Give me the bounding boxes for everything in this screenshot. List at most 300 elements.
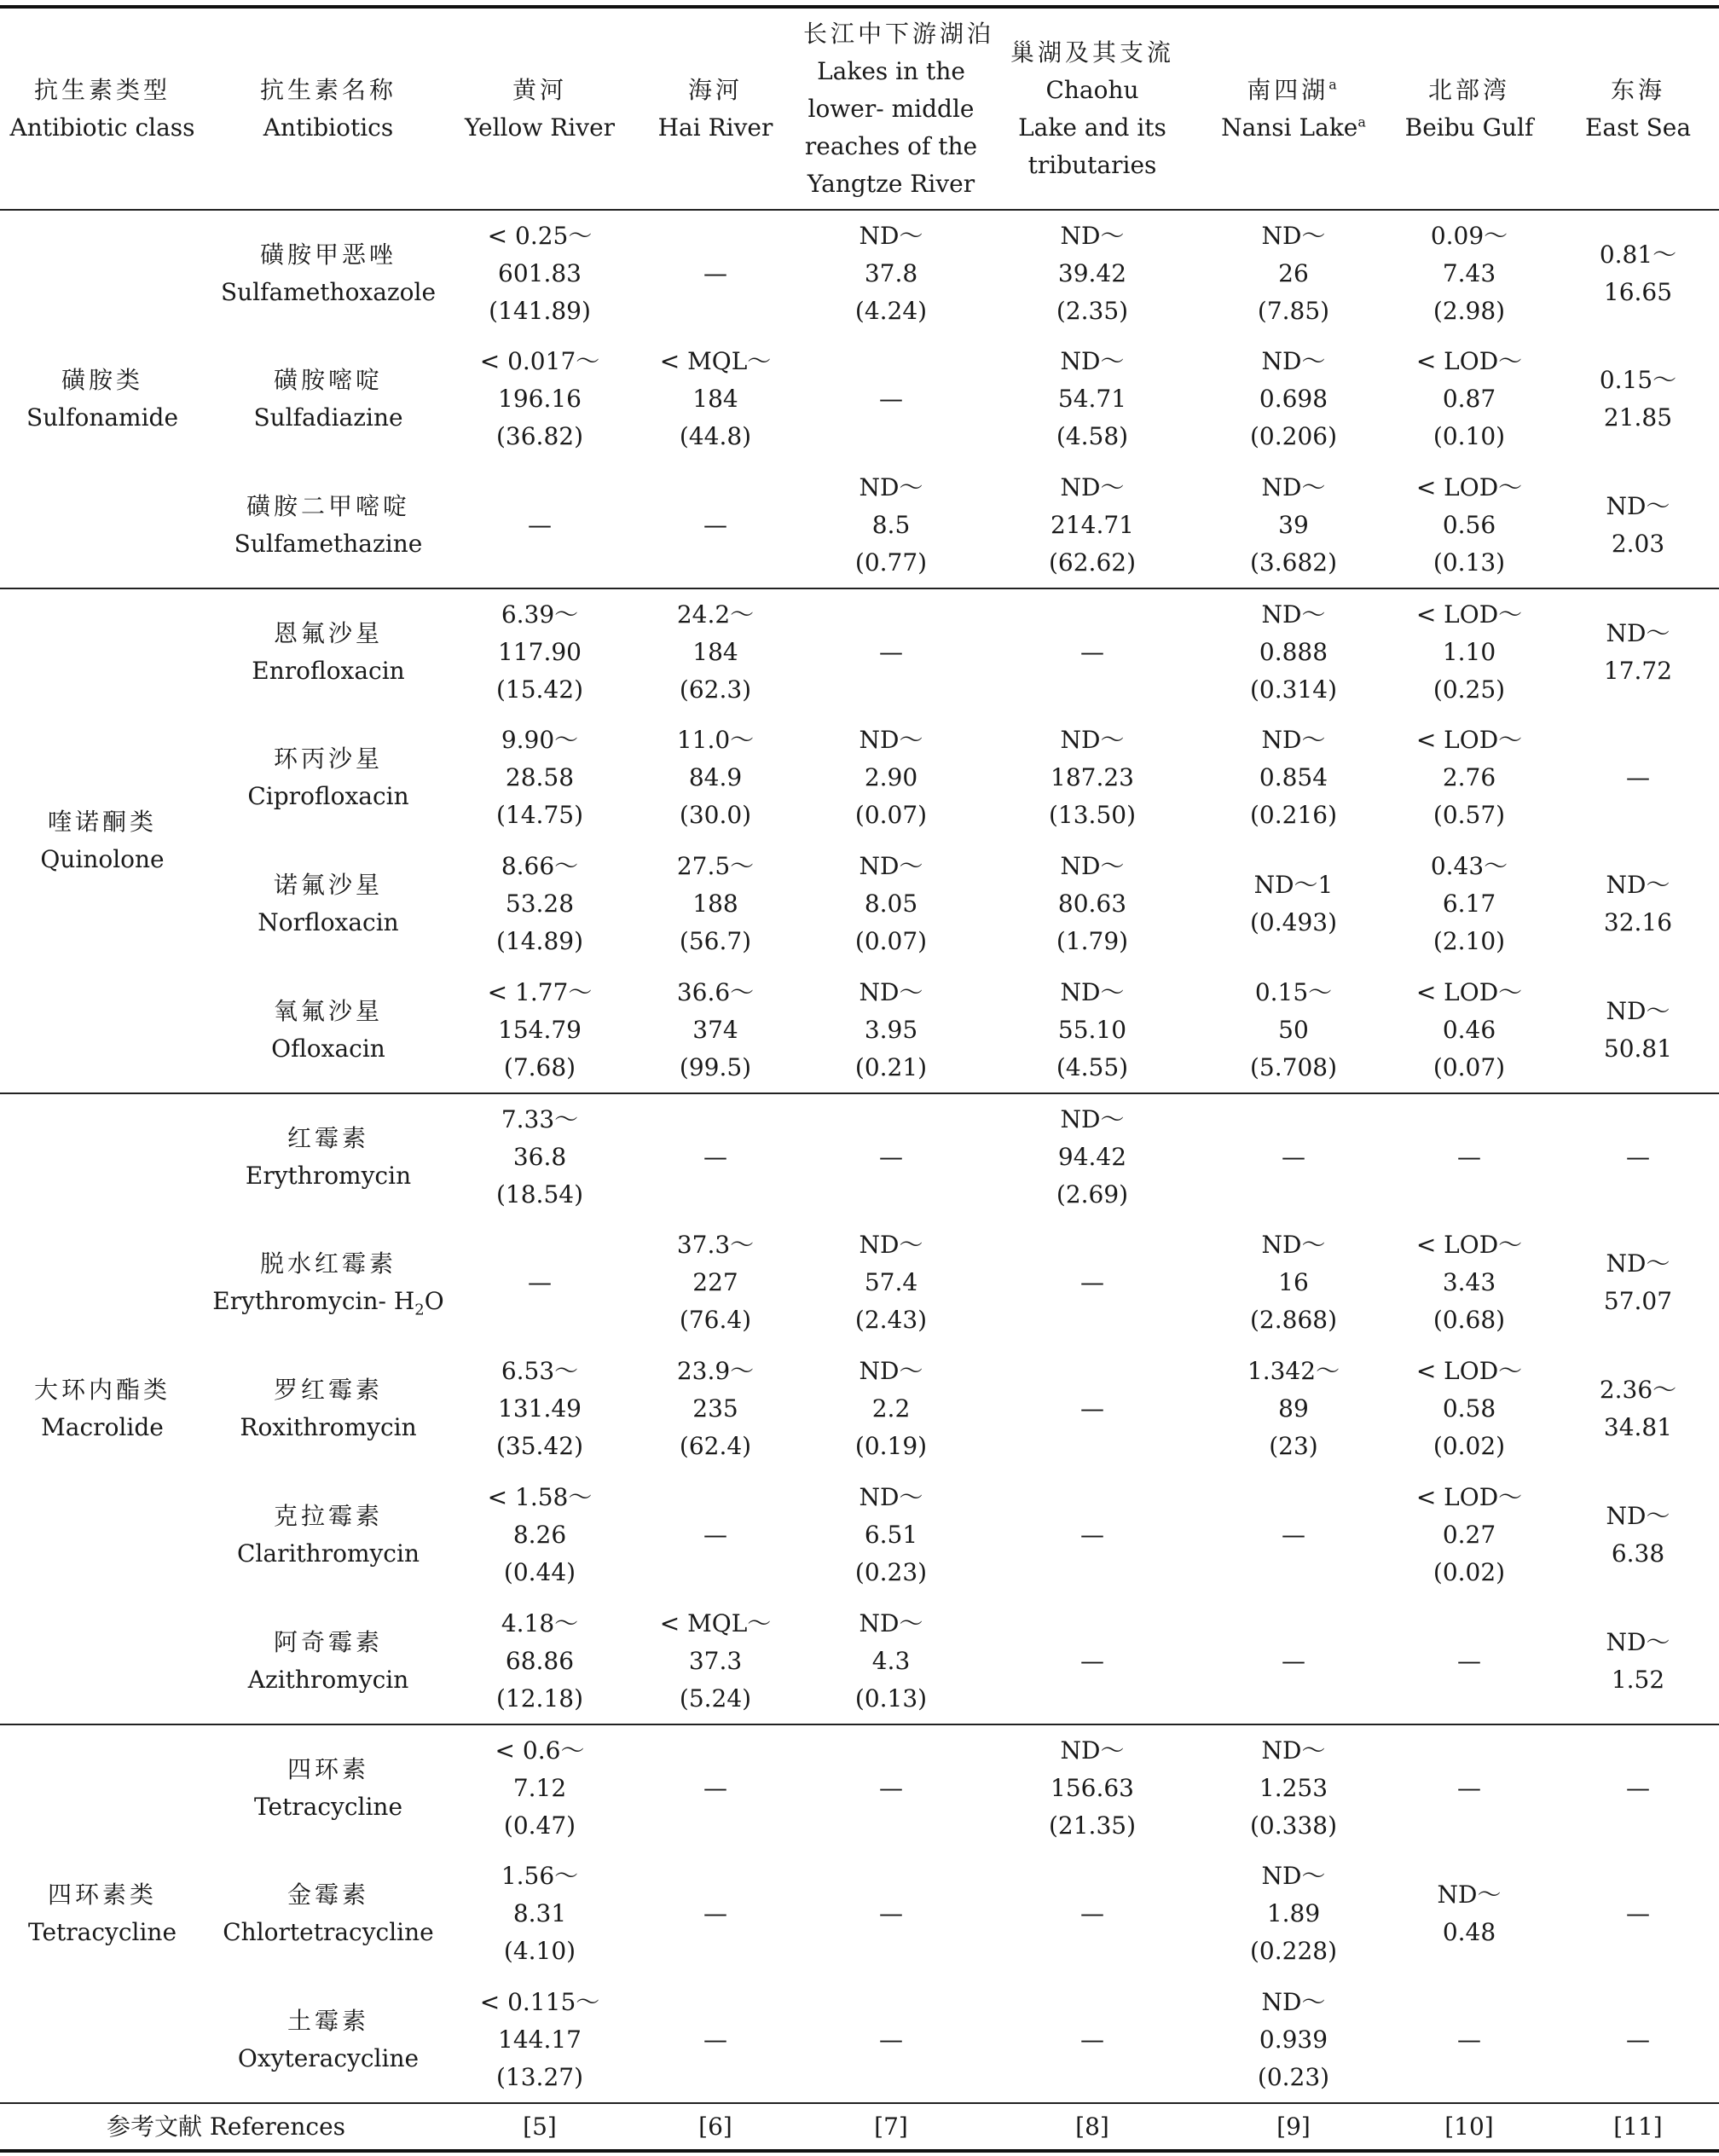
- concentration-cell: [979, 336, 1206, 462]
- concentration-value: (0.13): [854, 1684, 928, 1713]
- concentration-value: 94.42: [1057, 1142, 1127, 1171]
- concentration-value: 154.79: [498, 1015, 582, 1044]
- header-site-line: 南四湖$^a$: [1247, 75, 1340, 104]
- header-site-line: 东海: [1610, 75, 1665, 104]
- concentration-cell: [979, 841, 1206, 967]
- header-site-line: Lake and its: [1018, 113, 1166, 142]
- concentration-value: 4.3: [871, 1646, 911, 1675]
- concentration-value: (14.75): [495, 801, 583, 829]
- concentration-cell: [1206, 336, 1381, 462]
- table-row: [0, 1851, 1719, 1977]
- concentration-value: —: [1626, 1773, 1650, 1802]
- concentration-cell: [1381, 841, 1557, 967]
- header-site: [1206, 9, 1381, 210]
- concentration-value: (7.68): [503, 1052, 576, 1081]
- concentration-cell: [452, 1851, 628, 1977]
- concentration-value: 156.63: [1050, 1773, 1134, 1802]
- header-site-line: 北部湾: [1427, 75, 1510, 104]
- concentration-cell: [628, 588, 803, 715]
- concentration-cell: [628, 1724, 803, 1851]
- antibiotic-name-en: Tetracycline: [253, 1792, 403, 1821]
- reference-citation: [5]: [452, 2103, 628, 2151]
- formula-tail: O: [424, 1287, 444, 1315]
- table-row: [0, 967, 1719, 1093]
- concentration-value: (0.493): [1249, 908, 1337, 936]
- concentration-value: (141.89): [489, 296, 591, 325]
- concentration-value: 2.76: [1442, 763, 1496, 791]
- concentration-value: —: [703, 1773, 727, 1802]
- concentration-value: 16.65: [1603, 277, 1673, 306]
- concentration-value: ND～: [1261, 347, 1326, 375]
- header-name-en: Antibiotics: [263, 113, 394, 142]
- concentration-value: ND～: [1060, 977, 1125, 1006]
- concentration-value: (0.216): [1249, 801, 1337, 829]
- concentration-value: (0.19): [854, 1432, 928, 1460]
- class-name-cn: 磺胺类: [61, 366, 143, 394]
- antibiotic-name-cell: [205, 462, 452, 588]
- antibiotic-name-cn: 阿奇霉素: [273, 1627, 383, 1656]
- antibiotic-name-cn: 磺胺嘧啶: [273, 366, 383, 394]
- antibiotic-name-cn: 克拉霉素: [273, 1502, 383, 1530]
- concentration-value: —: [1626, 1899, 1650, 1927]
- reference-citation: [10]: [1381, 2103, 1557, 2151]
- concentration-value: 6.38: [1611, 1539, 1665, 1568]
- antibiotic-name-cell: [205, 967, 452, 1093]
- concentration-value: (4.10): [503, 1937, 576, 1965]
- concentration-cell: [1206, 462, 1381, 588]
- concentration-value: ND～: [1437, 1881, 1502, 1909]
- header-site-line: tributaries: [1027, 150, 1157, 179]
- concentration-cell: [979, 588, 1206, 715]
- concentration-value: 214.71: [1050, 510, 1134, 539]
- concentration-value: 8.26: [512, 1521, 567, 1549]
- concentration-value: 1.253: [1259, 1773, 1328, 1802]
- concentration-value: (0.21): [854, 1052, 928, 1081]
- table-body: [0, 210, 1719, 2151]
- antibiotic-name-en: Erythromycin- $H_2O$: [212, 1287, 444, 1319]
- concentration-value: ND～: [859, 726, 923, 754]
- concentration-cell: [803, 967, 979, 1093]
- antibiotic-name-cn: 脱水红霉素: [259, 1249, 396, 1278]
- antibiotic-name-cn: 土霉素: [286, 2006, 369, 2035]
- concentration-value: —: [1080, 1394, 1104, 1423]
- concentration-cell: [803, 336, 979, 462]
- concentration-value: (12.18): [495, 1684, 583, 1713]
- antibiotic-name-en: Clarithromycin: [237, 1539, 420, 1568]
- reference-citation: [9]: [1206, 2103, 1381, 2151]
- concentration-value: 1.56～: [501, 1862, 579, 1890]
- concentration-cell: [1206, 1724, 1381, 1851]
- concentration-value: ND～: [1261, 600, 1326, 629]
- antibiotic-name-en: Sulfadiazine: [253, 403, 403, 432]
- concentration-cell: [452, 841, 628, 967]
- concentration-value: 6.17: [1442, 890, 1496, 918]
- concentration-value: 4.18～: [501, 1608, 579, 1637]
- concentration-cell: [1557, 336, 1719, 462]
- concentration-value: —: [1457, 1646, 1481, 1675]
- concentration-value: —: [879, 1773, 903, 1802]
- antibiotic-concentration-table: [0, 9, 1719, 2153]
- concentration-value: (4.24): [854, 296, 928, 325]
- header-row: [0, 9, 1719, 210]
- concentration-value: (0.07): [854, 801, 928, 829]
- concentration-value: 131.49: [498, 1394, 582, 1423]
- concentration-value: 8.05: [864, 890, 918, 918]
- concentration-cell: [628, 1472, 803, 1598]
- antibiotic-name-cell: [205, 588, 452, 715]
- concentration-value: 0.15～: [1254, 977, 1333, 1006]
- references-label: 参考文献 References: [0, 2103, 452, 2151]
- class-name-cn: 喹诺酮类: [47, 808, 157, 836]
- concentration-cell: [803, 1093, 979, 1220]
- header-site-line: reaches of the: [804, 131, 978, 160]
- concentration-cell: [1557, 1724, 1719, 1851]
- antibiotic-name-cn: 诺氟沙星: [273, 871, 383, 899]
- antibiotic-name-cn: 金霉素: [286, 1881, 369, 1909]
- concentration-cell: [1557, 967, 1719, 1093]
- concentration-value: (30.0): [679, 801, 752, 829]
- concentration-value: 89: [1278, 1394, 1309, 1423]
- concentration-cell: [1557, 1977, 1719, 2103]
- concentration-value: ND～: [1060, 1736, 1125, 1765]
- concentration-cell: [803, 1598, 979, 1724]
- concentration-value: (0.10): [1432, 422, 1506, 450]
- header-name-cn: 抗生素名称: [259, 75, 396, 104]
- reference-citation: [6]: [628, 2103, 803, 2151]
- table-row: [0, 1598, 1719, 1724]
- concentration-value: (2.35): [1056, 296, 1129, 325]
- antibiotic-name-cell: [205, 336, 452, 462]
- header-site: [979, 9, 1206, 210]
- concentration-value: 50.81: [1603, 1034, 1673, 1063]
- concentration-value: ND～: [859, 1608, 923, 1637]
- concentration-cell: [803, 1724, 979, 1851]
- header-site: [803, 9, 995, 210]
- concentration-value: ND～: [1261, 726, 1326, 754]
- concentration-value: —: [1626, 2025, 1650, 2054]
- concentration-cell: [628, 1346, 803, 1472]
- concentration-value: —: [879, 2025, 903, 2054]
- concentration-cell: [1206, 715, 1381, 841]
- header-site-line: 长江中下游湖泊: [803, 19, 995, 48]
- antibiotic-name-cn: 磺胺甲恶唑: [259, 240, 396, 269]
- concentration-value: ND～: [1261, 1736, 1326, 1765]
- concentration-value: 0.15～: [1599, 366, 1677, 394]
- formula-subscript: 2: [414, 1301, 425, 1319]
- concentration-value: 0.09～: [1430, 221, 1508, 250]
- antibiotic-class-cell: [0, 1724, 205, 2103]
- concentration-value: —: [1457, 1773, 1481, 1802]
- concentration-value: —: [703, 258, 727, 287]
- concentration-cell: [803, 210, 979, 336]
- concentration-value: 8.5: [871, 510, 911, 539]
- concentration-cell: [1206, 1093, 1381, 1220]
- concentration-cell: [1381, 1724, 1557, 1851]
- class-name-en: Macrolide: [41, 1413, 164, 1441]
- concentration-value: (2.43): [854, 1306, 928, 1334]
- header-site-line: 海河: [687, 75, 743, 104]
- antibiotic-name-cell: [205, 210, 452, 336]
- concentration-value: 55.10: [1057, 1015, 1127, 1044]
- concentration-value: 0.854: [1259, 763, 1328, 791]
- concentration-value: (2.69): [1056, 1179, 1129, 1208]
- concentration-value: (0.206): [1249, 422, 1337, 450]
- concentration-value: ND～: [1060, 1104, 1125, 1133]
- concentration-value: —: [1457, 2025, 1481, 2054]
- concentration-value: ND～: [1060, 221, 1125, 250]
- concentration-value: 28.58: [505, 763, 575, 791]
- concentration-value: ND～: [1606, 871, 1670, 899]
- concentration-value: ND～: [859, 472, 923, 501]
- concentration-value: 7.43: [1442, 258, 1496, 287]
- concentration-value: —: [528, 510, 552, 539]
- concentration-cell: [1381, 1598, 1557, 1724]
- concentration-value: ND～: [859, 1483, 923, 1511]
- concentration-value: < 0.017～: [479, 347, 600, 375]
- concentration-value: 2.90: [864, 763, 918, 791]
- concentration-value: (0.07): [854, 927, 928, 955]
- concentration-value: (13.27): [495, 2062, 583, 2091]
- concentration-value: < LOD～: [1415, 977, 1523, 1006]
- concentration-value: (0.25): [1432, 675, 1506, 704]
- concentration-value: 1.89: [1266, 1899, 1321, 1927]
- header-site: [1381, 9, 1557, 210]
- concentration-value: ND～: [1261, 221, 1326, 250]
- concentration-cell: [979, 1472, 1206, 1598]
- concentration-value: 32.16: [1603, 908, 1673, 936]
- concentration-value: 1.342～: [1247, 1357, 1340, 1385]
- concentration-cell: [803, 588, 979, 715]
- concentration-value: 50: [1278, 1015, 1309, 1044]
- concentration-value: 235: [692, 1394, 738, 1423]
- header-site-line: Nansi Lake$^a$: [1221, 113, 1366, 142]
- concentration-value: < LOD～: [1415, 347, 1523, 375]
- concentration-value: 37.3～: [676, 1231, 755, 1259]
- concentration-value: 0.81～: [1599, 240, 1677, 269]
- concentration-value: (0.338): [1249, 1811, 1337, 1840]
- concentration-value: ND～: [1606, 1502, 1670, 1530]
- concentration-cell: [1381, 1472, 1557, 1598]
- concentration-value: (0.23): [1257, 2062, 1330, 2091]
- concentration-cell: [979, 1598, 1206, 1724]
- concentration-value: 57.07: [1603, 1287, 1673, 1315]
- header-site: [452, 9, 628, 210]
- header-site-line: East Sea: [1584, 113, 1692, 142]
- concentration-cell: [1557, 715, 1719, 841]
- antibiotic-name-en: Norfloxacin: [258, 908, 399, 936]
- concentration-value: (21.35): [1048, 1811, 1136, 1840]
- concentration-value: < LOD～: [1415, 600, 1523, 629]
- concentration-cell: [1381, 1977, 1557, 2103]
- concentration-cell: [979, 967, 1206, 1093]
- concentration-value: 39.42: [1057, 258, 1127, 287]
- concentration-value: 0.48: [1442, 1918, 1496, 1946]
- table-row: [0, 210, 1719, 336]
- concentration-cell: [1557, 588, 1719, 715]
- concentration-value: ND～: [1261, 1862, 1326, 1890]
- concentration-value: 26: [1278, 258, 1309, 287]
- concentration-cell: [1557, 1851, 1719, 1977]
- concentration-value: 24.2～: [676, 600, 755, 629]
- concentration-cell: [803, 715, 979, 841]
- concentration-cell: [628, 462, 803, 588]
- concentration-value: (76.4): [679, 1306, 752, 1334]
- concentration-cell: [1206, 1851, 1381, 1977]
- reference-citation: [8]: [979, 2103, 1206, 2151]
- concentration-cell: [979, 1724, 1206, 1851]
- concentration-cell: [1206, 1472, 1381, 1598]
- concentration-value: 2.36～: [1599, 1376, 1677, 1404]
- concentration-value: (35.42): [495, 1432, 583, 1460]
- concentration-value: 23.9～: [676, 1357, 755, 1385]
- concentration-cell: [452, 336, 628, 462]
- antibiotic-class-cell: [0, 210, 205, 588]
- concentration-value: 8.66～: [501, 852, 579, 880]
- concentration-value: —: [703, 1521, 727, 1549]
- concentration-cell: [628, 1977, 803, 2103]
- concentration-value: ND～: [1060, 347, 1125, 375]
- concentration-value: 0.87: [1442, 385, 1496, 413]
- concentration-cell: [1206, 1598, 1381, 1724]
- header-site-line: 黄河: [512, 75, 567, 104]
- concentration-value: 7.12: [512, 1773, 567, 1802]
- concentration-value: 54.71: [1057, 385, 1127, 413]
- concentration-value: (15.42): [495, 675, 583, 704]
- concentration-value: (0.23): [854, 1558, 928, 1586]
- concentration-value: < 1.58～: [487, 1483, 593, 1511]
- concentration-value: (3.682): [1249, 548, 1337, 577]
- concentration-cell: [452, 1598, 628, 1724]
- concentration-value: 80.63: [1057, 890, 1127, 918]
- concentration-value: 188: [692, 890, 738, 918]
- concentration-value: 227: [692, 1268, 738, 1296]
- concentration-value: 184: [692, 637, 738, 666]
- class-name-en: Quinolone: [40, 845, 165, 873]
- concentration-cell: [628, 1220, 803, 1346]
- concentration-value: 27.5～: [676, 852, 755, 880]
- table-row: [0, 1977, 1719, 2103]
- concentration-cell: [803, 1977, 979, 2103]
- concentration-value: 2.2: [871, 1394, 911, 1423]
- concentration-cell: [628, 1093, 803, 1220]
- concentration-value: 57.4: [864, 1268, 918, 1296]
- concentration-value: 2.03: [1611, 529, 1665, 558]
- concentration-cell: [1381, 715, 1557, 841]
- concentration-value: (14.89): [495, 927, 583, 955]
- concentration-cell: [979, 1093, 1206, 1220]
- concentration-cell: [452, 1093, 628, 1220]
- class-name-cn: 四环素类: [47, 1881, 157, 1909]
- antibiotic-name-en: Azithromycin: [247, 1665, 409, 1694]
- concentration-value: 0.46: [1442, 1015, 1496, 1044]
- class-name-en: Tetracycline: [27, 1918, 177, 1946]
- concentration-value: —: [703, 2025, 727, 2054]
- table-row: [0, 1724, 1719, 1851]
- header-antibiotic-name: [205, 9, 452, 210]
- concentration-value: < 0.6～: [495, 1736, 585, 1765]
- concentration-value: 184: [692, 385, 738, 413]
- concentration-value: ND～: [1606, 996, 1670, 1025]
- concentration-cell: [452, 1346, 628, 1472]
- concentration-value: 117.90: [498, 637, 582, 666]
- antibiotic-name-cell: [205, 1851, 452, 1977]
- concentration-cell: [1381, 336, 1557, 462]
- concentration-value: 68.86: [505, 1646, 575, 1675]
- antibiotic-name-en: Oxyteracycline: [237, 2043, 420, 2072]
- antibiotic-name-en: Sulfamethazine: [234, 529, 423, 558]
- concentration-value: ND～: [859, 852, 923, 880]
- antibiotic-name-cn: 环丙沙星: [273, 745, 383, 773]
- antibiotic-name-cell: [205, 1598, 452, 1724]
- concentration-value: 39: [1278, 510, 1309, 539]
- concentration-value: < LOD～: [1415, 1231, 1523, 1259]
- table-row: [0, 1472, 1719, 1598]
- concentration-value: 11.0～: [676, 726, 755, 754]
- concentration-value: (99.5): [679, 1052, 752, 1081]
- concentration-value: (1.79): [1056, 927, 1129, 955]
- concentration-value: ND～: [859, 1231, 923, 1259]
- concentration-value: (0.57): [1432, 801, 1506, 829]
- concentration-value: ND～1: [1253, 871, 1334, 899]
- concentration-cell: [628, 967, 803, 1093]
- header-site-line: lower- middle: [807, 94, 975, 123]
- antibiotic-name-cell: [205, 1346, 452, 1472]
- concentration-value: ND～: [1261, 472, 1326, 501]
- concentration-cell: [803, 1220, 979, 1346]
- concentration-value: 84.9: [688, 763, 743, 791]
- references-row: [0, 2103, 1719, 2151]
- reference-citation: [7]: [803, 2103, 979, 2151]
- header-site: [628, 9, 803, 210]
- concentration-value: 37.8: [864, 258, 918, 287]
- concentration-value: —: [1282, 1521, 1305, 1549]
- antibiotic-name-cell: [205, 715, 452, 841]
- concentration-value: (23): [1269, 1432, 1318, 1460]
- reference-citation: [11]: [1557, 2103, 1719, 2151]
- concentration-cell: [979, 462, 1206, 588]
- concentration-cell: [1206, 588, 1381, 715]
- concentration-cell: [1206, 210, 1381, 336]
- concentration-value: —: [528, 1268, 552, 1296]
- concentration-value: (62.4): [679, 1432, 752, 1460]
- concentration-value: 144.17: [498, 2025, 582, 2054]
- antibiotic-name-en: Chlortetracycline: [223, 1918, 434, 1946]
- concentration-cell: [1557, 1472, 1719, 1598]
- antibiotic-name-en: Sulfamethoxazole: [220, 277, 437, 306]
- concentration-value: ND～: [859, 977, 923, 1006]
- footnote-marker: a: [1328, 76, 1340, 93]
- concentration-value: < LOD～: [1415, 726, 1523, 754]
- concentration-value: —: [1282, 1646, 1305, 1675]
- concentration-value: (13.50): [1048, 801, 1136, 829]
- concentration-cell: [979, 1851, 1206, 1977]
- concentration-value: (7.85): [1257, 296, 1330, 325]
- concentration-cell: [628, 1851, 803, 1977]
- concentration-value: (0.228): [1249, 1937, 1337, 1965]
- concentration-cell: [1206, 1220, 1381, 1346]
- concentration-cell: [1206, 1977, 1381, 2103]
- antibiotic-name-cell: [205, 1093, 452, 1220]
- concentration-cell: [452, 210, 628, 336]
- concentration-value: —: [1080, 1268, 1104, 1296]
- concentration-value: —: [703, 1899, 727, 1927]
- concentration-value: ND～: [1606, 1249, 1670, 1278]
- concentration-value: (2.98): [1432, 296, 1506, 325]
- header-site: [1557, 9, 1719, 210]
- concentration-cell: [979, 1977, 1206, 2103]
- antibiotic-name-cell: [205, 1220, 452, 1346]
- concentration-value: —: [879, 1142, 903, 1171]
